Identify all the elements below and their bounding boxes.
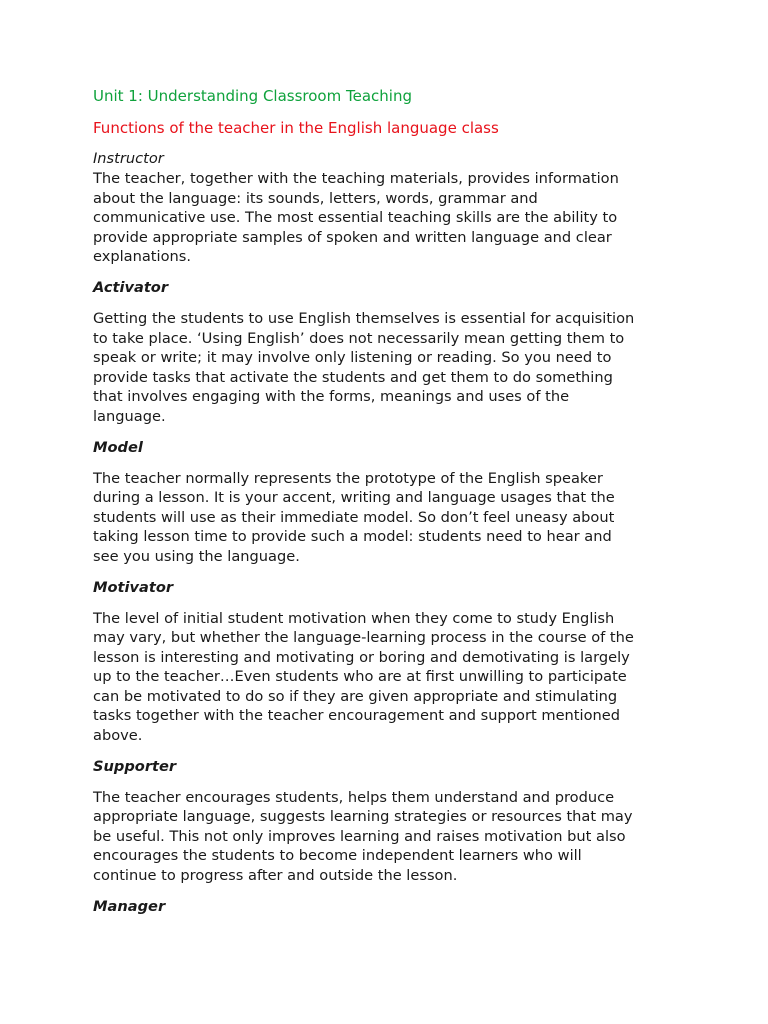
paragraph-line: lesson is interesting and motivating or boring and demotivating is largely (93, 648, 630, 666)
paragraph-motivator (93, 609, 693, 746)
paragraph-line: to take place. ‘Using English’ does not necessarily mean getting them to (93, 329, 625, 347)
paragraph-line: explanations. (93, 248, 192, 266)
paragraph-line: during a lesson. It is your accent, writing and language usages that the (93, 489, 615, 507)
paragraph-line: taking lesson time to provide such a model: students need to hear and (93, 528, 612, 546)
heading-manager: Manager (93, 897, 166, 915)
heading-activator: Activator (93, 278, 169, 296)
heading-instructor: Instructor (93, 150, 164, 167)
paragraph-line: about the language: its sounds, letters, words, grammar and (93, 189, 538, 207)
paragraph-line: The teacher encourages students, helps them understand and produce (93, 788, 615, 806)
paragraph-line: that involves engaging with the forms, meanings and uses of the (93, 388, 570, 406)
heading-supporter: Supporter (93, 757, 177, 775)
paragraph-line: appropriate language, suggests learning strategies or resources that may (93, 808, 633, 826)
paragraph-instructor (93, 169, 693, 267)
paragraph-line: speak or write; it may involve only listening or reading. So you need to (93, 349, 612, 367)
paragraph-line: be useful. This not only improves learning and raises motivation but also (93, 827, 626, 845)
heading-model: Model (93, 438, 143, 456)
paragraph-line: The teacher, together with the teaching materials, provides information (93, 170, 619, 187)
paragraph-line: provide tasks that activate the students and get them to do something (93, 368, 613, 386)
unit-title: Unit 1: Understanding Classroom Teaching (93, 87, 412, 105)
paragraph-model (93, 469, 693, 567)
document-page (93, 86, 693, 928)
paragraph-line: may vary, but whether the language-learning process in the course of the (93, 629, 634, 647)
paragraph-line: Getting the students to use English themselves is essential for acquisition (93, 309, 635, 327)
paragraph-line: tasks together with the teacher encouragement and support mentioned (93, 707, 620, 725)
paragraph-supporter (93, 788, 693, 886)
paragraph-line: up to the teacher…Even students who are at first unwilling to participate (93, 668, 627, 686)
heading-motivator: Motivator (93, 578, 174, 596)
paragraph-line: language. (93, 407, 166, 425)
paragraph-line: provide appropriate samples of spoken and written language and clear (93, 228, 612, 246)
paragraph-line: see you using the language. (93, 547, 300, 565)
paragraph-line: can be motivated to do so if they are given appropriate and stimulating (93, 687, 618, 705)
paragraph-line: encourages the students to become independent learners who will (93, 847, 582, 865)
paragraph-line: The teacher normally represents the prototype of the English speaker (93, 469, 603, 487)
paragraph-line: above. (93, 727, 143, 745)
paragraph-line: The level of initial student motivation when they come to study English (93, 609, 615, 627)
paragraph-line: students will use as their immediate model. So don’t feel uneasy about (93, 508, 615, 526)
paragraph-line: communicative use. The most essential teaching skills are the ability to (93, 209, 618, 227)
paragraph-activator (93, 309, 693, 427)
section-title: Functions of the teacher in the English language class (93, 119, 499, 137)
paragraph-line: continue to progress after and outside the lesson. (93, 867, 458, 885)
